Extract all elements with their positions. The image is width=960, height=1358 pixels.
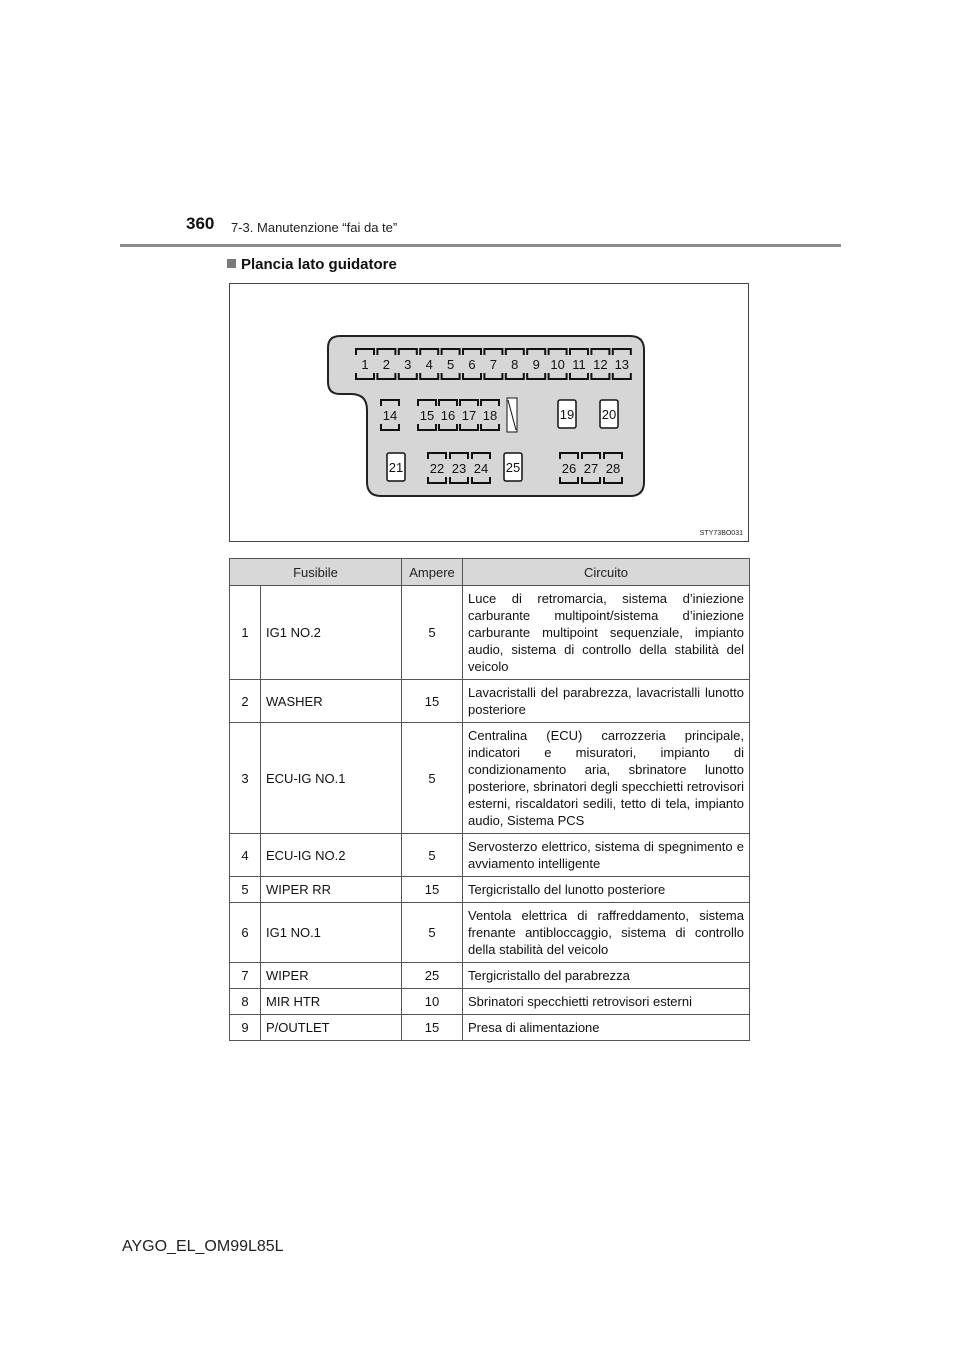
table-row (230, 903, 750, 963)
document-code: AYGO_EL_OM99L85L (122, 1238, 284, 1255)
fuse-label: 10 (550, 357, 565, 372)
fuse-label: 4 (425, 357, 433, 372)
fuse-ampere: 5 (402, 586, 463, 680)
fuse-label: 2 (382, 357, 391, 372)
table-row (230, 989, 750, 1015)
fuse-name: WASHER (261, 680, 402, 723)
fuse-ampere: 25 (402, 963, 463, 989)
fuse-ampere: 15 (402, 680, 463, 723)
col-header-ampere: Ampere (402, 559, 463, 586)
fuse-name: ECU-IG NO.2 (261, 834, 402, 877)
table-row (230, 586, 750, 680)
fuse-number: 2 (230, 680, 261, 723)
fuse-circuit: Lavacristalli del parabrezza, lavacristalli lunotto posteriore (463, 680, 750, 723)
fuse-name: WIPER RR (261, 877, 402, 903)
fuse-label: 14 (382, 408, 398, 423)
fuse-name: P/OUTLET (261, 1015, 402, 1041)
fuse-name: ECU-IG NO.1 (261, 723, 402, 834)
fuse-name: MIR HTR (261, 989, 402, 1015)
fuse-circuit: Servosterzo elettrico, sistema di spegnimento e avviamento intelligente (463, 834, 750, 877)
fuse-label: 1 (361, 357, 369, 372)
fuse-ampere: 10 (402, 989, 463, 1015)
fuse-label: 16 (440, 408, 456, 423)
section-title: 7-3. Manutenzione “fai da te” (231, 220, 398, 235)
fuse-label: 12 (593, 357, 608, 372)
fuse-label: 11 (572, 357, 586, 372)
fuse-name: WIPER (261, 963, 402, 989)
fuse-number: 6 (230, 903, 261, 963)
fuse-label: 19 (559, 407, 575, 422)
fuse-label: 21 (388, 460, 404, 475)
fuse-circuit: Presa di alimentazione (463, 1015, 750, 1041)
empty-fuse-slot (507, 398, 517, 432)
page-number: 360 (186, 214, 215, 233)
fuse-label: 18 (482, 408, 498, 423)
fuse-circuit: Sbrinatori specchietti retrovisori esterni (463, 989, 750, 1015)
header-rule (120, 244, 841, 247)
fuse-ampere: 5 (402, 834, 463, 877)
fuse-slot (504, 453, 522, 481)
fuse-label: 15 (419, 408, 435, 423)
fuse-circuit: Centralina (ECU) carrozzeria principale, indicatori e misuratori, impianto di condizionamento aria, sbrinatore lunotto posteriore, sbrinatori degli specchietti retrovisori esterni, riscaldatori sedili, tetto di tela, impianto audio, Sistema PCS (463, 723, 750, 834)
fuse-circuit: Ventola elettrica di raffreddamento, sistema frenante antibloccaggio, sistema di controllo della stabilità del veicolo (463, 903, 750, 963)
figure-code: STY73BO031 (699, 530, 743, 537)
fuse-number: 7 (230, 963, 261, 989)
fuse-circuit: Tergicristallo del lunotto posteriore (463, 877, 750, 903)
fuse-slot (387, 453, 405, 481)
square-bullet-icon (227, 259, 236, 268)
fuse-box-diagram (230, 284, 750, 543)
fuse-ampere: 15 (402, 877, 463, 903)
fuse-ampere: 15 (402, 1015, 463, 1041)
table-row (230, 680, 750, 723)
table-header-row (230, 559, 750, 586)
table-row (230, 834, 750, 877)
heading-text: Plancia lato guidatore (241, 256, 397, 273)
table-row (230, 723, 750, 834)
fuse-number: 3 (230, 723, 261, 834)
fuse-label: 23 (451, 461, 467, 476)
fuse-number: 5 (230, 877, 261, 903)
fuse-name: IG1 NO.1 (261, 903, 402, 963)
fuse-number: 1 (230, 586, 261, 680)
fuse-label: 6 (468, 357, 476, 372)
table-row (230, 1015, 750, 1041)
fuse-label: 7 (489, 357, 498, 372)
fuse-label: 3 (404, 357, 412, 372)
fuse-box-figure (229, 283, 749, 542)
fuse-label: 25 (505, 460, 521, 475)
fuse-number: 9 (230, 1015, 261, 1041)
fuse-slot (600, 400, 618, 428)
fuse-label: 20 (601, 407, 617, 422)
fuse-label: 17 (461, 408, 477, 423)
fuse-number: 4 (230, 834, 261, 877)
fuse-label: 27 (583, 461, 599, 476)
fuse-label: 24 (473, 461, 489, 476)
fuse-ampere: 5 (402, 723, 463, 834)
fuse-label: 9 (532, 357, 540, 372)
col-header-circuit: Circuito (463, 559, 750, 586)
fuse-slot (558, 400, 576, 428)
fuse-label: 5 (446, 357, 455, 372)
col-header-fuse: Fusibile (230, 559, 402, 586)
fuse-circuit: Luce di retromarcia, sistema d’iniezione carburante multipoint/sistema d’iniezione carburante multipoint sequenziale, impianto audio, sistema di controllo della stabilità del veicolo (463, 586, 750, 680)
fuse-label: 13 (614, 357, 630, 372)
fuse-label: 28 (605, 461, 621, 476)
section-heading (227, 256, 397, 273)
fuse-number: 8 (230, 989, 261, 1015)
fuse-label: 22 (429, 461, 445, 476)
fuse-circuit: Tergicristallo del parabrezza (463, 963, 750, 989)
fuse-label: 8 (511, 357, 519, 372)
table-row (230, 963, 750, 989)
fuse-name: IG1 NO.2 (261, 586, 402, 680)
fuse-ampere: 5 (402, 903, 463, 963)
fuse-label: 26 (561, 461, 577, 476)
fuse-table (229, 558, 750, 1041)
table-row (230, 877, 750, 903)
